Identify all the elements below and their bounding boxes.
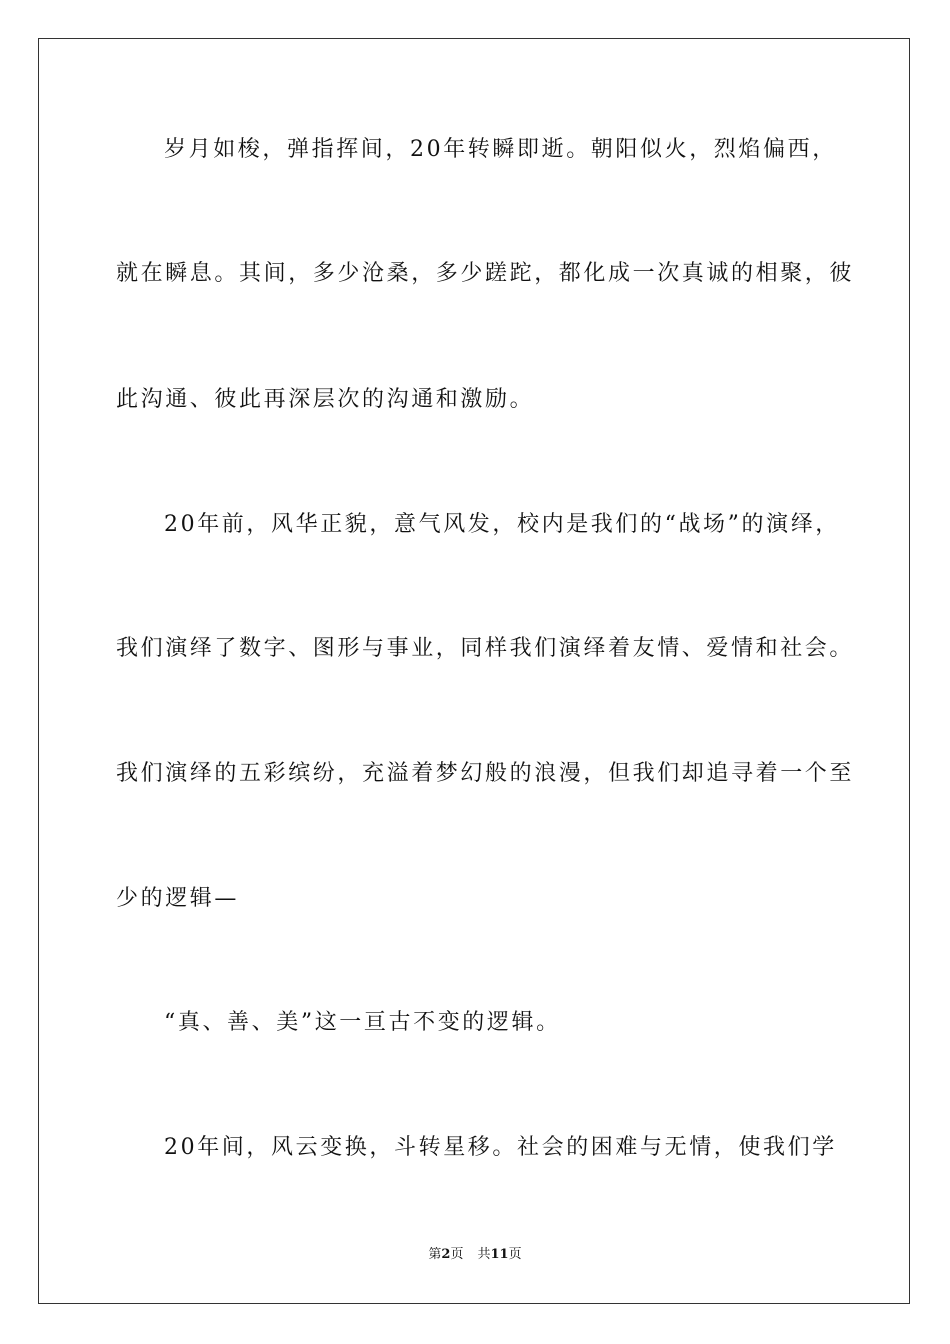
text-line-7: 少的逻辑— <box>116 886 240 911</box>
text-line-8: “真、善、美”这一亘古不变的逻辑。 <box>164 1010 561 1035</box>
total-pages-number: 11 <box>490 1247 509 1262</box>
total-label-prefix: 共 <box>477 1247 491 1262</box>
text-line-2: 就在瞬息。其间，多少沧桑，多少蹉跎，都化成一次真诚的相聚，彼 <box>116 261 855 286</box>
text-line-9: 20年间，风云变换，斗转星移。社会的困难与无情，使我们学 <box>164 1135 837 1160</box>
total-label-suffix: 页 <box>508 1247 522 1262</box>
page-label-prefix: 第 <box>428 1247 442 1262</box>
page-footer <box>0 1246 950 1264</box>
page-label-suffix: 页 <box>450 1247 464 1262</box>
text-line-4: 20年前，风华正貌，意气风发，校内是我们的“战场”的演绎， <box>164 512 840 537</box>
current-page-number: 2 <box>441 1247 451 1262</box>
text-line-1: 岁月如梭，弹指挥间，20年转瞬即逝。朝阳似火，烈焰偏西， <box>164 137 837 162</box>
text-line-3: 此沟通、彼此再深层次的沟通和激励。 <box>116 387 535 412</box>
text-line-5: 我们演绎了数字、图形与事业，同样我们演绎着友情、爱情和社会。 <box>116 636 855 661</box>
page-border <box>38 38 910 1304</box>
text-line-6: 我们演绎的五彩缤纷，充溢着梦幻般的浪漫，但我们却追寻着一个至 <box>116 761 855 786</box>
